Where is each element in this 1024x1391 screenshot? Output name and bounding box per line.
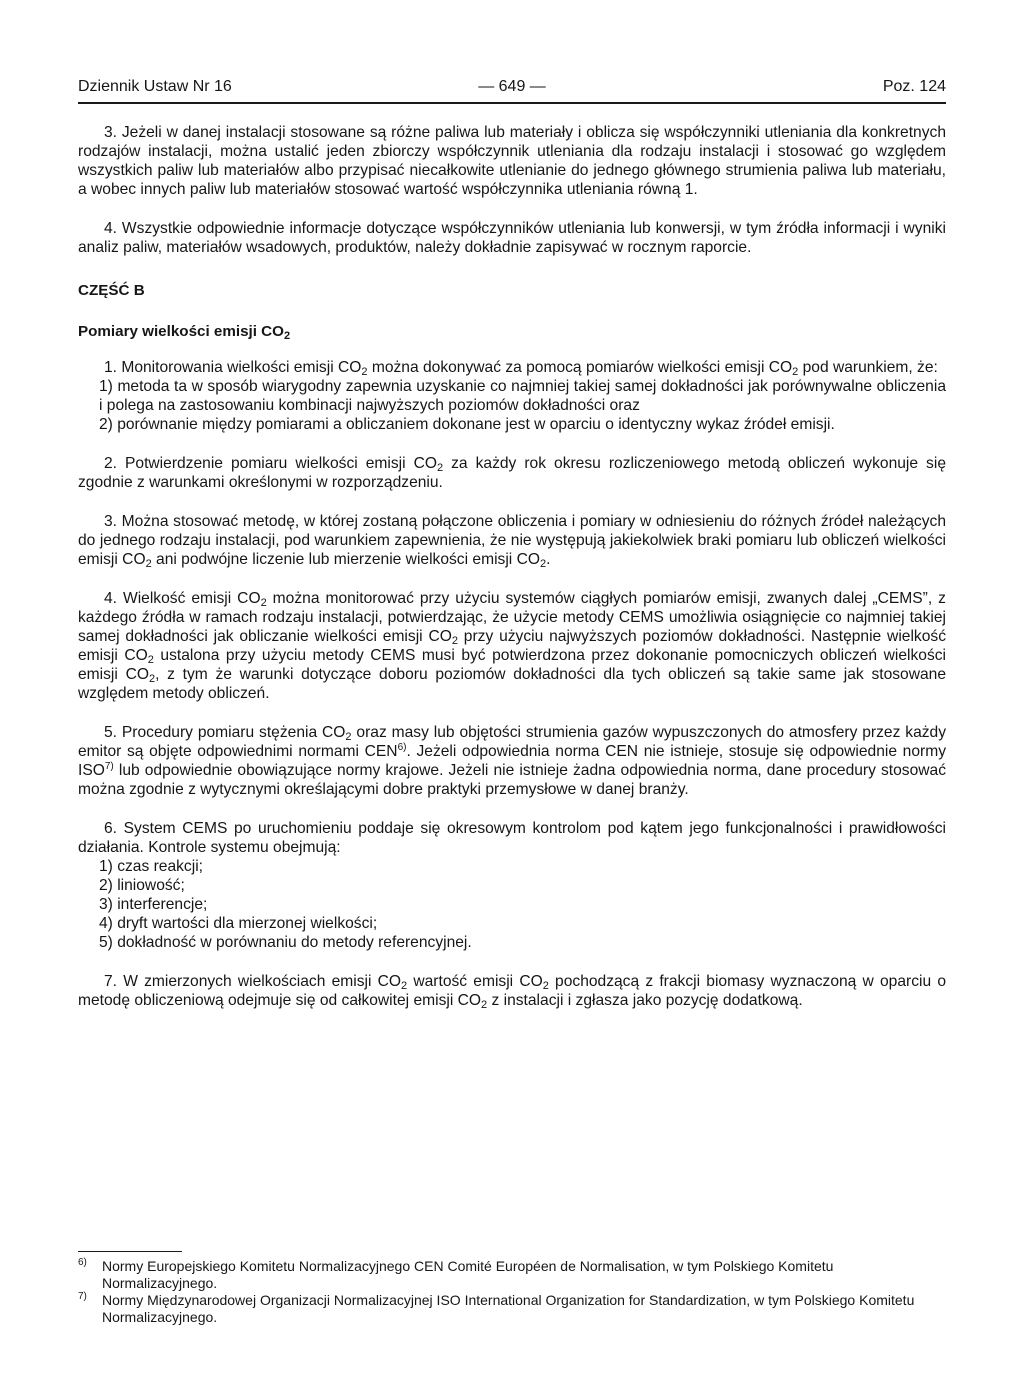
footnote-7 (78, 1292, 946, 1326)
b6-list-item-1: 1) czas reakcji; (99, 858, 203, 875)
b5-text-d: lub odpowiednie obowiązujące normy krajowe. Jeżeli nie istnieje żadna odpowiednia norma, dane procedury stosować można zgodnie z wytycznymi określającymi dobre praktyki przemysłowe w danej branży. (78, 762, 946, 798)
paragraph-b3 (78, 512, 946, 569)
footnote-7-text: Normy Międzynarodowej Organizacji Normalizacyjnej ISO International Organization for Standardization, w tym Polskiego Komitetu Normalizacyjnego. (102, 1292, 915, 1325)
b7-sub-2: 2 (542, 980, 549, 992)
footnote-6 (78, 1258, 946, 1292)
b1-text-b: można dokonywać za pomocą pomiarów wielkości emisji CO (367, 359, 793, 376)
b5-text-b: oraz masy lub objętości strumienia gazów wypuszczonych do atmosfery przez każdy emitor są objęte odpowiednimi normami CEN (78, 724, 947, 760)
b7-text-b: wartość emisji CO (407, 973, 543, 990)
b3-text-c: . (546, 551, 551, 568)
paragraph-b1 (78, 358, 946, 377)
b7-text-a: 7. W zmierzonych wielkościach emisji CO (104, 973, 402, 990)
b1-sub-1: 2 (361, 366, 368, 378)
b5-sub-1: 2 (345, 731, 352, 743)
b6-list-item-5: 5) dokładność w porównaniu do metody referencyjnej. (99, 934, 472, 951)
b3-text-b: ani podwójne liczenie lub mierzenie wielkości emisji CO (151, 551, 540, 568)
b7-sub-3: 2 (481, 999, 488, 1011)
footnote-6-text: Normy Europejskiego Komitetu Normalizacyjnego CEN Comité Européen de Normalisation, w tym Polskiego Komitetu Normalizacyjnego. (102, 1258, 834, 1291)
b4-sub-1: 2 (260, 597, 267, 609)
b5-footnote-ref-6: 6) (397, 742, 407, 753)
b4-text-e: , z tym że warunki dotyczące doboru poziomów dokładności dla tych obliczeń są takie same jak stosowane względem metody obliczeń. (78, 666, 946, 702)
footnote-separator (78, 1251, 182, 1252)
b4-sub-4: 2 (148, 673, 156, 685)
footnote-7-mark: 7) (78, 1291, 87, 1302)
b2-text-a: 2. Potwierdzenie pomiaru wielkości emisji CO (104, 455, 437, 472)
position-number: Poz. 124 (882, 78, 946, 95)
b3-sub-1: 2 (145, 558, 152, 570)
b5-footnote-ref-7: 7) (104, 761, 114, 772)
paragraph-b5 (78, 723, 946, 799)
section-heading-sub: 2 (283, 330, 291, 342)
b7-text-c: pochodzącą z frakcji biomasy wyznaczoną w oparciu o metodę obliczeniową odejmuje się od całkowitej emisji CO (78, 973, 947, 1009)
footnote-6-mark: 6) (78, 1257, 87, 1268)
b4-text-a: 4. Wielkość emisji CO (104, 590, 261, 607)
b4-sub-2: 2 (451, 635, 458, 647)
b1-sub-2: 2 (792, 366, 799, 378)
footnotes (78, 1258, 946, 1326)
b4-text-b: można monitorować przy użyciu systemów ciągłych pomiarów emisji, zwanych dalej „CEMS”, z każdego źródła w ramach rodzaju instalacji, potwierdzając, że użycie metody CEMS umożliwia osiągnięcie co najmniej takiej samej dokładności jak obliczanie wielkości emisji CO (78, 590, 946, 645)
b7-sub-1: 2 (401, 980, 408, 992)
part-title: CZĘŚĆ B (78, 282, 145, 299)
b6-list-item-2: 2) liniowość; (99, 877, 185, 894)
b1-text-a: 1. Monitorowania wielkości emisji CO (104, 359, 362, 376)
paragraph-b7 (78, 972, 946, 1010)
b4-text-c: przy użyciu najwyższych poziomów dokładności. Następnie wielkość emisji CO (78, 628, 946, 664)
b2-sub-1: 2 (436, 462, 444, 474)
page-number: — 649 — (478, 78, 546, 95)
section-heading (78, 322, 946, 341)
b4-text-d: ustalona przy użyciu metody CEMS musi być potwierdzona przez dokonanie pomocniczych obliczeń wielkości emisji CO (78, 647, 947, 683)
b1-list-item-1: 1) metoda ta w sposób wiarygodny zapewnia uzyskanie co najmniej takiej samej dokładności jak porównywalne obliczenia i polega na zastosowaniu kombinacji najwyższych poziomów dokładności oraz (99, 378, 946, 414)
paragraph-b6: 6. System CEMS po uruchomieniu poddaje się okresowym kontrolom pod kątem jego funkcjonalności i prawidłowości działania. Kontrole systemu obejmują: (78, 820, 946, 856)
document-body (78, 123, 946, 1010)
b7-text-d: z instalacji i zgłasza jako pozycję dodatkową. (487, 992, 803, 1009)
paragraph-b4 (78, 589, 946, 703)
b1-text-c: pod warunkiem, że: (798, 359, 938, 376)
b2-text-b: za każdy rok okresu rozliczeniowego metodą obliczeń wykonuje się zgodnie z warunkami określonymi w rozporządzeniu. (78, 455, 946, 491)
b5-text-a: 5. Procedury pomiaru stężenia CO (104, 724, 346, 741)
journal-title: Dziennik Ustaw Nr 16 (78, 78, 232, 95)
b6-list-item-4: 4) dryft wartości dla mierzonej wielkości; (99, 915, 378, 932)
paragraph-4: 4. Wszystkie odpowiednie informacje dotyczące współczynników utleniania lub konwersji, w tym źródła informacji i wyniki analiz paliw, materiałów wsadowych, produktów, należy dokładnie zapisywać w rocznym raporcie. (78, 220, 946, 256)
b3-sub-2: 2 (539, 558, 547, 570)
page-header (78, 76, 946, 104)
b5-text-c: . Jeżeli odpowiednia norma CEN nie istnieje, stosuje się odpowiednie normy ISO (78, 743, 947, 779)
paragraph-3: 3. Jeżeli w danej instalacji stosowane są różne paliwa lub materiały i oblicza się współczynniki utleniania dla konkretnych rodzajów instalacji, można ustalić jeden zbiorczy współczynnik utleniania dla rodzaju instalacji i stosować go względem wszystkich paliw lub materiałów albo przypisać niecałkowite utlenianie do jednego głównego strumienia paliwa lub materiału, a wobec innych paliw lub materiałów stosować wartość współczynnika utleniania równą 1. (78, 124, 946, 198)
section-heading-text: Pomiary wielkości emisji CO (78, 323, 284, 340)
b4-sub-3: 2 (147, 654, 154, 666)
b1-list-item-2: 2) porównanie między pomiarami a obliczaniem dokonane jest w oparciu o identyczny wykaz źródeł emisji. (99, 416, 835, 433)
paragraph-b2 (78, 454, 946, 492)
b3-text-a: 3. Można stosować metodę, w której zostaną połączone obliczenia i pomiary w odniesieniu do różnych źródeł należących do jednego rodzaju instalacji, pod warunkiem zapewnienia, że nie występują jakiekolwiek braki pomiaru lub obliczeń wielkości emisji CO (78, 513, 946, 568)
b6-list-item-3: 3) interferencje; (99, 896, 208, 913)
